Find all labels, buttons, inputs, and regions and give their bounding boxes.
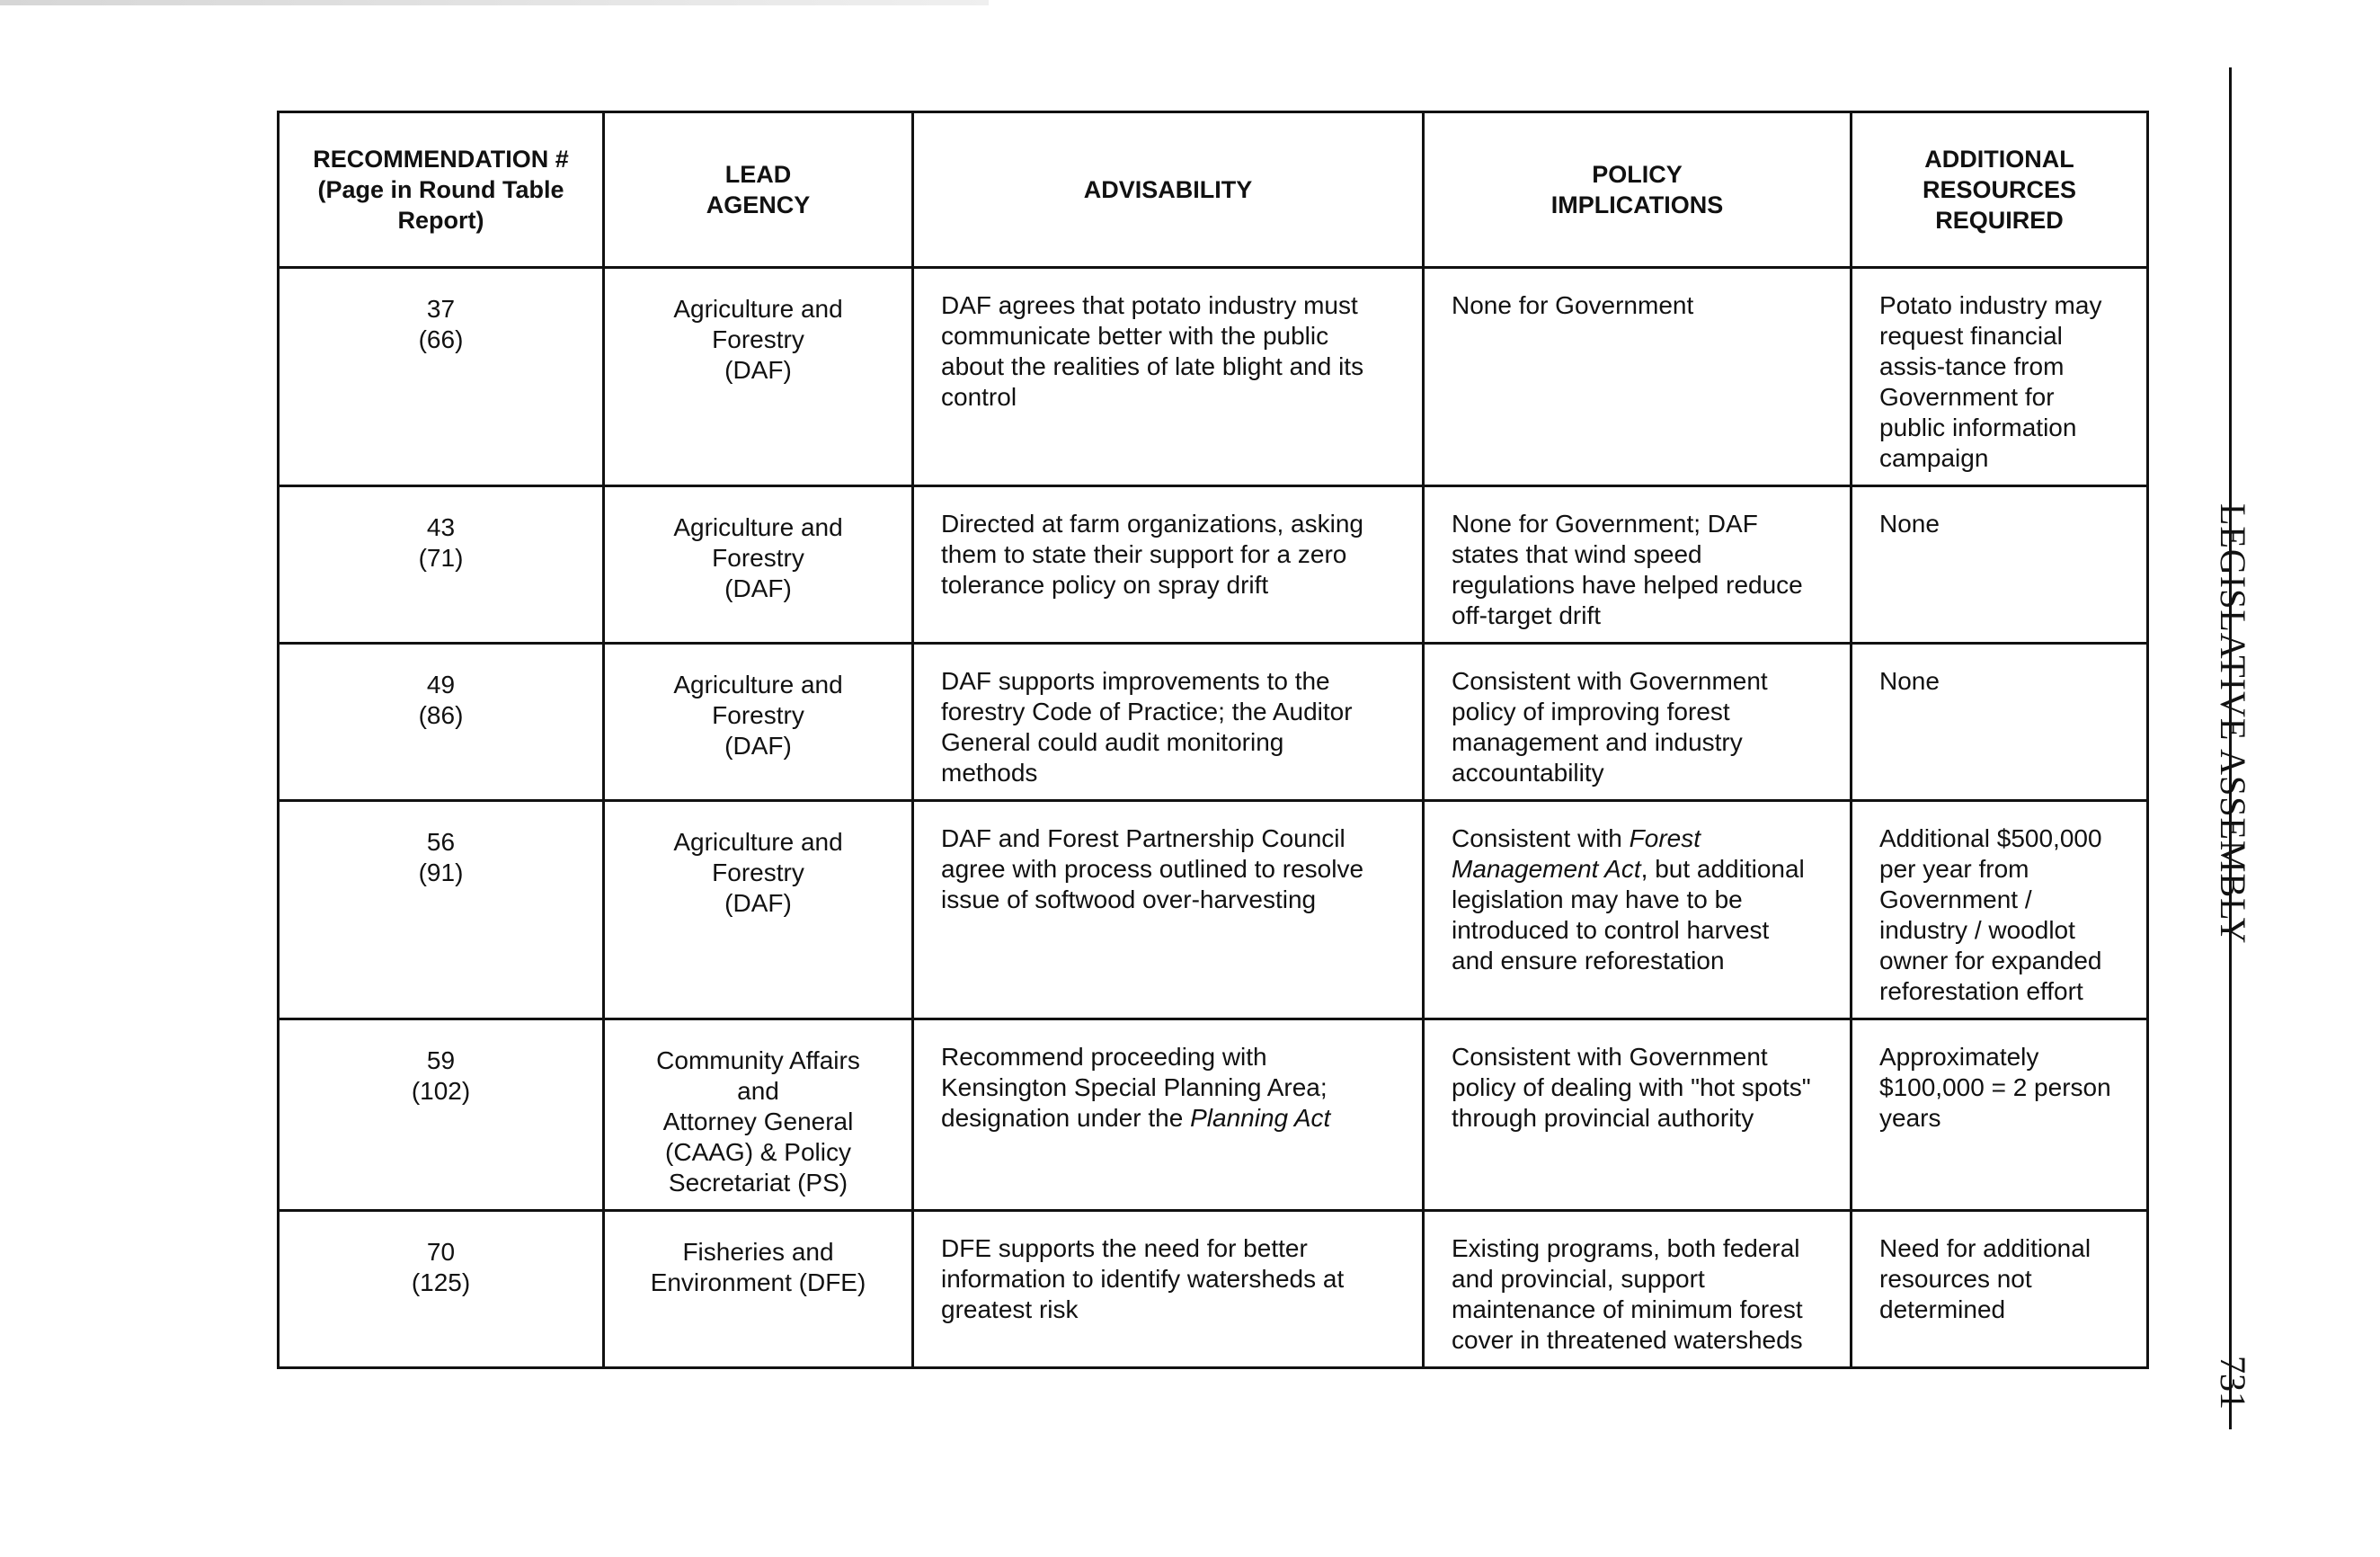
cell-policy: Consistent with Government policy of dealing with "hot spots" through provincial authority [1424,1019,1852,1211]
table-row [279,486,2148,644]
cell-advisability: DAF agrees that potato industry must communicate better with the public about the realities of late blight and its control [913,268,1424,486]
act-title-planning: Planning Act [1190,1104,1331,1132]
cell-lead-agency: Agriculture and Forestry (DAF) [604,801,913,1019]
header-recommendation: RECOMMENDATION # (Page in Round Table Report) [279,112,604,268]
cell-recommendation: 59 (102) [279,1019,604,1211]
cell-resources: Additional $500,000 per year from Government / industry / woodlot owner for expanded reforestation effort [1852,801,2148,1019]
cell-advisability: DAF supports improvements to the forestry Code of Practice; the Auditor General could audit monitoring methods [913,644,1424,801]
cell-recommendation: 56 (91) [279,801,604,1019]
cell-resources: None [1852,644,2148,801]
header-lead-agency: LEAD AGENCY [604,112,913,268]
cell-recommendation: 70 (125) [279,1211,604,1368]
cell-policy [1424,801,1852,1019]
act-title-forest-management: Forest Management Act [1452,824,1701,883]
cell-recommendation: 49 (86) [279,644,604,801]
advisability-text-start: Recommend proceeding with Kensington Special Planning Area; designation under the [941,1043,1328,1132]
scan-shadow [0,0,989,5]
cell-resources: Approximately $100,000 = 2 person years [1852,1019,2148,1211]
cell-lead-agency: Agriculture and Forestry (DAF) [604,644,913,801]
recommendations-table [277,111,2149,1369]
cell-recommendation: 43 (71) [279,486,604,644]
cell-policy: Existing programs, both federal and provincial, support maintenance of minimum forest cover in threatened watersheds [1424,1211,1852,1368]
cell-lead-agency: Agriculture and Forestry (DAF) [604,268,913,486]
cell-policy: None for Government; DAF states that wind speed regulations have helped reduce off-target drift [1424,486,1852,644]
cell-advisability: DFE supports the need for better information to identify watersheds at greatest risk [913,1211,1424,1368]
cell-lead-agency: Fisheries and Environment (DFE) [604,1211,913,1368]
table-row [279,1019,2148,1211]
cell-advisability [913,1019,1424,1211]
cell-resources: None [1852,486,2148,644]
table-row [279,1211,2148,1368]
running-header: LEGISLATIVE ASSEMBLY [2213,503,2253,945]
cell-lead-agency: Agriculture and Forestry (DAF) [604,486,913,644]
cell-resources: Potato industry may request financial assis-tance from Government for public information campaign [1852,268,2148,486]
cell-lead-agency: Community Affairs and Attorney General (CAAG) & Policy Secretariat (PS) [604,1019,913,1211]
cell-policy: None for Government [1424,268,1852,486]
policy-text-start: Consistent with [1452,824,1630,852]
page-number: 731 [2213,1356,2253,1410]
table-row [279,801,2148,1019]
cell-policy: Consistent with Government policy of improving forest management and industry accountability [1424,644,1852,801]
cell-advisability: Directed at farm organizations, asking them to state their support for a zero tolerance policy on spray drift [913,486,1424,644]
cell-resources: Need for additional resources not determined [1852,1211,2148,1368]
header-policy-implications: POLICY IMPLICATIONS [1424,112,1852,268]
table-row [279,268,2148,486]
cell-advisability: DAF and Forest Partnership Council agree with process outlined to resolve issue of softwood over-harvesting [913,801,1424,1019]
header-advisability: ADVISABILITY [913,112,1424,268]
policy-text-end: , but additional legislation may have to be introduced to control harvest and ensure reforestation [1452,855,1805,974]
table-header-row [279,112,2148,268]
cell-recommendation: 37 (66) [279,268,604,486]
header-additional-resources: ADDITIONAL RESOURCES REQUIRED [1852,112,2148,268]
table-row [279,644,2148,801]
